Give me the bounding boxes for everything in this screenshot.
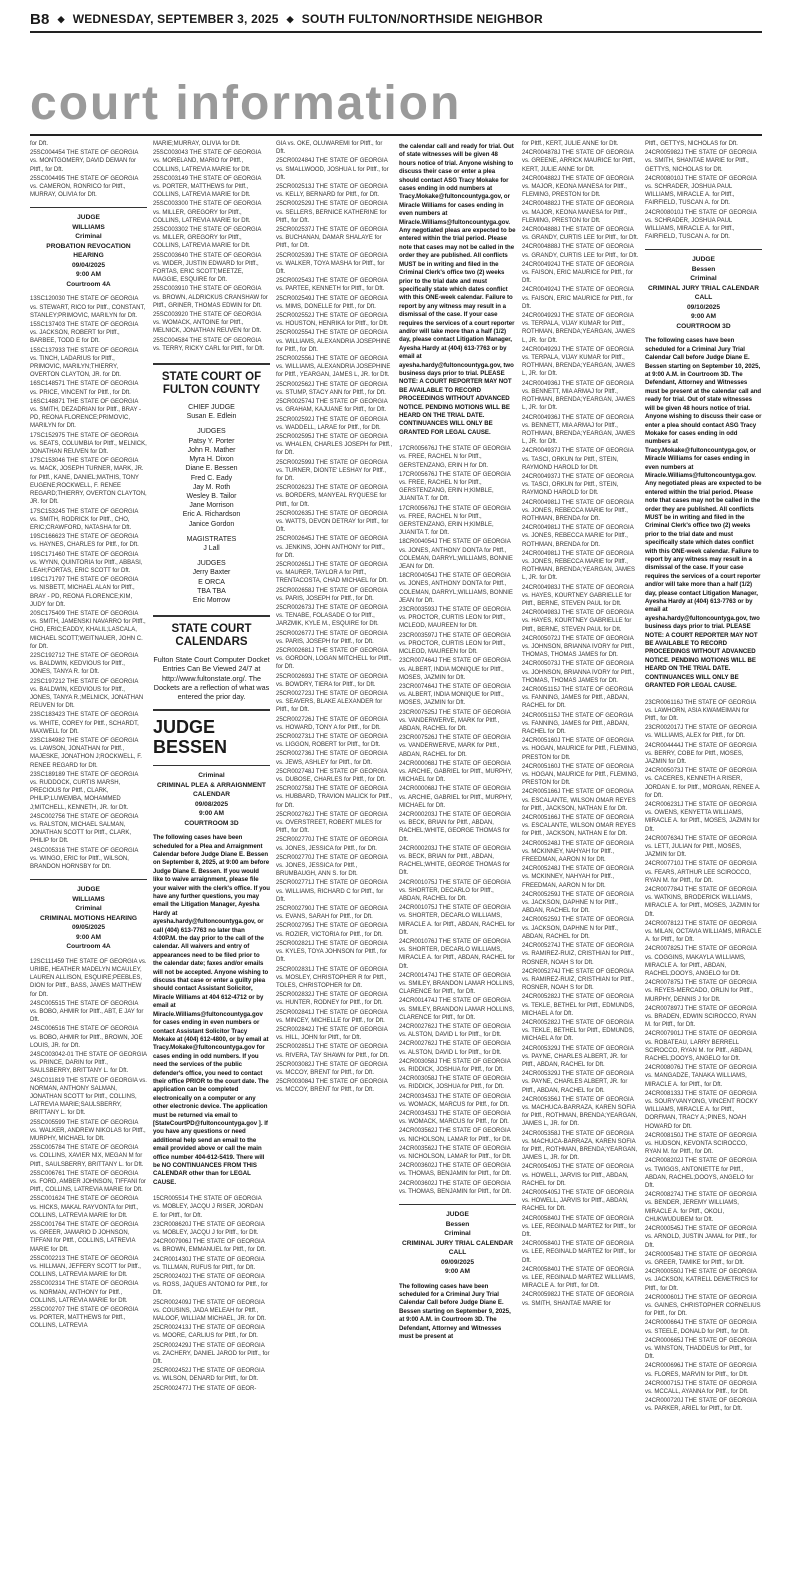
case-entry: 25CR002842J THE STATE OF GEORGIA vs. HILL, JOHN for Pltff., for Dft.	[276, 1026, 388, 1042]
case-entry: 24CR005358J THE STATE OF GEORGIA vs. MACHUCA-BARRAZA, KAREN SOFIA for Pltff., ROTHMAN, BRENDA;YEARGAN, JAMES L, JR. for Dft.	[522, 1130, 638, 1162]
case-entry: 24CR004936J THE STATE OF GEORGIA vs. BENNETT, MIA ARMAJ for Pltff., ROTHMAN, BRENDA;YEARGAN, JAMES L, JR. for Dft.	[522, 414, 636, 446]
case-entry: 25CR003082J THE STATE OF GEORGIA vs. MCCOY, BRENT for Pltff., for Dft.	[276, 1061, 388, 1076]
case-entry: 24CR008076J THE STATE OF GEORGIA vs. MANGADZE, TANAKA WILLIAMS, MIRACLE A. for Pltff., for Dft.	[645, 1065, 757, 1088]
judge-name: Jay M. Roth	[192, 483, 231, 491]
case-entry: 24CR000068J THE STATE OF GEORGIA vs. ARCHIE, GABRIEL for Pltff., MURPHY, MICHAEL for Dft.	[399, 760, 513, 784]
calendar-heading-line: COURTROOM 3D	[676, 322, 731, 330]
case-entry: 24CR003602J THE STATE OF GEORGIA vs. THOMAS, BENJAMIN for Pltff., for Dft.	[399, 1180, 512, 1195]
case-entry: 24CR004981J THE STATE OF GEORGIA vs. JONES, REBECCA MARIE for Pltff., ROTHMAN, BRENDA;YEARGAN, JAMES L, JR. for Dft.	[522, 550, 636, 582]
case-entry: 24CR008202J THE STATE OF GEORGIA vs. TWIGGS, ANTONIETTE for Pltff., ABDAN, RACHEL;DOOYS, ANGELO for Dft.	[645, 1158, 757, 1190]
calendar-heading-line: Criminal	[75, 233, 102, 241]
case-entry: 24CR000550J THE STATE OF GEORGIA vs. JACKSON, KATRELL DEMETRICS for Pltff., for Dft.	[645, 1269, 758, 1292]
calendar-heading-line: HEARING	[73, 252, 104, 260]
calendar-heading-line: Criminal	[198, 772, 225, 780]
case-entry: 25CR002645J THE STATE OF GEORGIA vs. JENKINS, JOHN ANTHONY for Pltff., for Dft.	[276, 536, 388, 559]
calendar-notice: The following cases have been scheduled for a Criminal Jury Trial Calendar Call before Judge Diane E. Bessen starting on September 10, 2025, at 9:00 A.M. in Courtroom 3D. The Defendant, Attorney and Witnesses must be present at the calendar call and ready for trial. Out of state witnesses will be given 48 hours notice of trial. Anyone wishing to discuss their case or enter a plea should contact ASG Tracy Mokake for cases ending in odd numbers at Tracy.Mokake@fultoncountyga.gov, or Miracle Williams for cases ending in even numbers at Miracle.Williams@fultoncountyga.gov. Any negotiated pleas are expected to be entered within the trial period. Please note that cases may not be called in the order they are published. All conflicts MUST be in writing and filed in the Criminal Clerk's office two (2) weeks prior to the trial date and must specifically state which dates conflict with this ONE-week calendar. Failure to report by any witness may result in a dismissal of the case. If your case requires the services of a court reporter and/or will take more than a half (1/2) day, please contact Litigation Manager, Ayesha Hardy at (404) 613-7763 or by email at ayesha.hardy@fultoncountyga.gov, two business days prior to trial. PLEASE NOTE: A COURT REPORTER MAY NOT BE AVAILABLE TO RECORD PROCEEDINGS WITHOUT ADVANCED NOTICE. PENDING MOTIONS WILL BE HEARD ON THE TRIAL DATE. CONTINUANCES WILL ONLY BE GRANTED FOR LEGAL CAUSE.	[645, 337, 762, 690]
calendar-notice: The following cases have been scheduled for a Plea and Arraignment Calendar before Judge Diane E. Bessen on September 8, 2025, at 9:00 am before Judge Diane E. Bessen. If you would like to waive arraignment, please file your waiver with the clerk's office. If you have any further questions, you may email the Litigation Manager, Ayesha Hardy at ayesha.hardy@fultoncountyga.gov, or call (404) 613-7763 no later than 4:00P.M. the day prior to the call of the calendar. All waivers and entry of appearances need to be filed prior to the calendar date; faxes and/or emails will not be accepted. Anyone wishing to discuss that case or enter a guilty plea should contact Assistant Solicitor, Miracle Williams at 404 612-4712 or by email at Miracle.Williams@fultoncountyga.gov for cases ending in even numbers or contact Assistant Solicitor Tracy Mokake at (404) 612-4800, or by email at Tracy.Mokake@fultoncountyga.gov for cases ending in odd numbers. If you need the services of the public defender's office, you need to contact their office PRIOR to the court date. The application can be completed electronically on a computer or any other electronic device. The application must be returned via email to [StateCourtPD@fultoncountyga.gov ]. If you have any questions or need additional help send an email to the email provided above or call the main office number 404-612-5419. There will be NO CONTINUANCES FROM THIS CALENDAR other than for LEGAL CAUSE.	[153, 834, 270, 1186]
case-entry: 24CR000601J THE STATE OF GEORGIA vs. GAINES, CHRISTOPHER CORNELIUS for Pltff., for Dft.	[645, 1294, 761, 1318]
case-entry: 22SC197212 THE STATE OF GEORGIA vs. BALDWIN, KEDVIOUS for Pltff., JONES, TANYA R.;MELNICK, JONATHAN REUVEN for Dft.	[30, 678, 144, 710]
case-entry: 24CR007897J THE STATE OF GEORGIA vs. BRADEN, EDWIN SCIROCCO, RYAN M. for Pltff., for Dft.	[645, 1005, 757, 1029]
page-number: B8	[30, 10, 50, 28]
calendar-heading-line: JUDGE	[692, 256, 715, 264]
case-entry: 24CR008010J THE STATE OF GEORGIA vs. SCHRADER, JOSHUA PAUL WILLIAMS, MIRACLE A. for Pltff., FAIRFIELD, TUSCAN A. for Dft.	[645, 209, 757, 241]
case-entry: 25CR002592J THE STATE OF GEORGIA vs. WADDELL, LARAE for Pltff., for Dft.	[276, 416, 388, 431]
case-entry: 24CR000203J THE STATE OF GEORGIA vs. BECK, BRIAN for Pltff., ABDAN, RACHEL;WHITE, GEORGE THOMAS for Dft.	[399, 845, 511, 877]
case-entry: 15SC137403 THE STATE OF GEORGIA vs. JACKSON, ROBERT for Pltff., BARBEE, TODD E for Dft.	[30, 322, 139, 345]
case-entry: 25CR002554J THE STATE OF GEORGIA vs. WILLIAMS, ALEXANDRIA JOSEPHINE for Pltff., for Dft.	[276, 330, 391, 353]
case-entry: 24CR003562J THE STATE OF GEORGIA vs. NICHOLSON, LAMAR for Pltff., for Dft.	[399, 1128, 512, 1143]
case-entry: 25CR002758J THE STATE OF GEORGIA vs. HUBBARD, TRAVION MALICK for Pltff., for Dft.	[276, 786, 393, 809]
case-entry: 24CR005160J THE STATE OF GEORGIA vs. HOGAN, MAURICE for Pltff., FLEMING, PRESTON for Dft.	[522, 763, 639, 787]
case-entry: 25CR002513J THE STATE OF GEORGIA vs. KELLY, BERNARD for Pltff., for Dft.	[276, 184, 388, 199]
judge-name: Jane Morrison	[189, 502, 234, 510]
case-entry: 25CR002549J THE STATE OF GEORGIA vs. MIMS, DONELLE for Pltff., for Dft.	[276, 295, 388, 310]
column-3	[276, 140, 393, 1572]
newspaper-name: SOUTH FULTON/NORTHSIDE NEIGHBOR	[301, 12, 543, 26]
case-entry: 24CR007784J THE STATE OF GEORGIA vs. WATKINS, BRODERICK WILLIAMS, MIRACLE A. for Pltff., MOSES, JAZMIN for Dft.	[645, 886, 760, 918]
calendar-heading-line: CRIMINAL PLEA & ARRAIGNMENT CALENDAR	[157, 781, 266, 799]
case-entry: 24CR005166J THE STATE OF GEORGIA vs. ESCALANTE, WILSON OMAR REYES for Pltff., JACKSON, NATHAN E for Dft.	[522, 789, 636, 812]
case-entry: 17CR005676J THE STATE OF GEORGIA vs. FREE, RACHEL N for Pltff., GERSTENZANG, ERIN H for Dft.	[399, 446, 511, 469]
judge-name: E ORCA	[198, 578, 225, 586]
case-entry: 24CR006231J THE STATE OF GEORGIA vs. OWENS, KENYETTA WILLIAMS, MIRACLE A. for Pltff., MOSES, JAZMIN for Dft.	[645, 801, 760, 833]
case-entry: 25CR002771J THE STATE OF GEORGIA vs. WILLIAMS, RICHARD C for Pltff., for Dft.	[276, 880, 388, 903]
case-entry: 16SC148871 THE STATE OF GEORGIA vs. SMITH, DEZADRIAN for Pltff., BRAY - PD, REONA FLORENCE;PRIMOVIC, MARILYN for Dft.	[30, 398, 142, 430]
calendar-heading-line: 9:00 AM	[444, 1268, 471, 1276]
case-entry: 23CR007526J THE STATE OF GEORGIA vs. VANDERWERVE, MARK for Pltff., ABDAN, RACHEL for Dft.	[399, 735, 511, 758]
case-entry: 24CR004981J THE STATE OF GEORGIA vs. JONES, REBECCA MARIE for Pltff., ROTHMAN, BRENDA for Dft.	[522, 525, 634, 548]
case-entry: 24CR005282J THE STATE OF GEORGIA vs. TEKLE, BETHEL for Pltff., EDMUNDS, MICHAEL A for Dft.	[522, 994, 635, 1017]
case-entry: 25SC003302 THE STATE OF GEORGIA vs. MILLER, GREGORY for Pltff., COLLINS, LATREVIA MARIE for Dft.	[153, 227, 262, 250]
calendar-heading-line: JUDGE	[77, 886, 100, 894]
case-entry: 24CR003453J THE STATE OF GEORGIA vs. WOMACK, MARCUS for Pltff., for Dft.	[399, 1093, 511, 1108]
calendar-heading-line: 9:00 AM	[198, 810, 225, 818]
case-entry: 25CR003084J THE STATE OF GEORGIA vs. MCCOY, BRENT for Pltff., for Dft.	[276, 1079, 388, 1094]
magistrates-label: MAGISTRATES	[186, 535, 237, 543]
case-entry: 25SC005599 THE STATE OF GEORGIA vs. WALKER, ANDREW NIKOLAS for Pltff., MURPHY, MICHAEL for Dft.	[30, 1119, 146, 1142]
diamond-icon: ◆	[286, 13, 294, 24]
column-4	[399, 140, 516, 1572]
calendar-heading-line: Courtroom 4A	[66, 280, 111, 288]
case-entry: 24CR005405J THE STATE OF GEORGIA vs. HOWELL, JARVIS for Pltff., ABDAN, RACHEL for Dft.	[522, 1164, 634, 1187]
case-entry: 24CR001430J THE STATE OF GEORGIA vs. TILLMAN, RUFUS for Pltff., for Dft.	[153, 1256, 265, 1271]
case-entry: 24CR005259J THE STATE OF GEORGIA vs. JACKSON, DAPHNE N for Pltff., ABDAN, RACHEL for Dft.	[522, 891, 634, 915]
case-entry: 23SC183423 THE STATE OF GEORGIA vs. WHITE, COREY for Pltff., SCHARDT, MAXWELL for Dft.	[30, 712, 139, 735]
case-entry: 24CR003562J THE STATE OF GEORGIA vs. NICHOLSON, LAMAR for Pltff., for Dft.	[399, 1145, 512, 1161]
judge-name: Wesley B. Tailor	[186, 492, 237, 500]
case-entry: 25CR002841J THE STATE OF GEORGIA vs. MINCEY, MICHELLE for Pltff., for Dft.	[276, 1009, 388, 1024]
case-entry: 19SC166623 THE STATE OF GEORGIA vs. HAYNES, CHARLES for Pltff., for Dft.	[30, 534, 139, 549]
case-entry: 23CR002017J THE STATE OF GEORGIA vs. WILLIAMS, ALEX for Pltff., for Dft.	[645, 725, 757, 740]
case-entry: 24CR008150J THE STATE OF GEORGIA vs. HUDSON, KEVONTA SCIROCCO, RYAN M. for Pltff., for Dft.	[645, 1132, 757, 1156]
case-entry: 24CR000665J THE STATE OF GEORGIA vs. WINSTON, THADDEUS for Pltff., for Dft.	[645, 1337, 757, 1361]
case-entry: 24CR004929J THE STATE OF GEORGIA vs. TERPALA, VIJAY KUMAR for Pltff., ROTHMAN, BRENDA;YEARGAN, JAMES L, JR. for Dft.	[522, 313, 636, 344]
calendar-heading	[30, 207, 147, 289]
case-entry: 24CR004981J THE STATE OF GEORGIA vs. JONES, REBECCA MARIE for Pltff., ROTHMAN, BRENDA for Dft.	[522, 499, 634, 522]
case-entry: 18CR004054J THE STATE OF GEORGIA vs. JONES, ANTHONY DONTA for Pltff., COLEMAN, DARRYL;WILLIAMS, BONNIE JEAN for Dft.	[399, 573, 513, 604]
case-entry: 24CR000203J THE STATE OF GEORGIA vs. BECK, BRIAN for Pltff., ABDAN, RACHEL;WHITE, GEORGE THOMAS for Dft.	[399, 811, 511, 843]
case-entry: 25CR002409J THE STATE OF GEORGIA vs. COUSINS, JADA MELEAH for Pltff., MALOOF, WILLIAM MICHAEL, JR. for Dft.	[153, 1299, 267, 1323]
case-entry: MARIE;MURRAY, OLIVIA for Dft.	[153, 141, 241, 147]
case-entry: 25SC003640 THE STATE OF GEORGIA vs. WIDER, JUSTIN EDWARD for Pltff., FORTAS, ERIC SCOTT;MEETZE, MAGGIE, ESQUIRE for Dft.	[153, 252, 262, 284]
case-entry: 25CR002537J THE STATE OF GEORGIA vs. BUCHANAN, DAMAR SHALAYE for Pltff., for Dft.	[276, 227, 388, 250]
case-entry: 24CR004936J THE STATE OF GEORGIA vs. BENNETT, MIA ARMAJ for Pltff., ROTHMAN, BRENDA;YEARGAN, JAMES L, JR. for Dft.	[522, 380, 636, 412]
calendar-heading-line: 9:00 AM	[690, 313, 717, 321]
case-entry: 17SC153046 THE STATE OF GEORGIA vs. MACK, JOSEPH TURNER, MARK, JR. for Pltff., KANE, DANIEL;MATHIS, TONY EUGENE;ROCKWELL, F. RENEE REGARD;THIERRY, OVERTON CLAYTON, JR. for Dft.	[30, 458, 147, 506]
calendar-heading-line: 9:00 AM	[75, 271, 102, 279]
case-entry: 25CR002790J THE STATE OF GEORGIA vs. EVANS, SARAH for Pltff., for Dft.	[276, 906, 388, 921]
case-entry: 25CR002658J THE STATE OF GEORGIA vs. PARIS, JOSEPH for Pltff., for Dft.	[276, 587, 388, 602]
court-directory	[153, 363, 270, 605]
case-entry: 25CR002484J THE STATE OF GEORGIA vs. SMALLWOOD, JOSHUA L for Pltff., for Dft.	[276, 158, 389, 181]
column-2	[153, 140, 270, 1572]
case-entry: 24CR005073J THE STATE OF GEORGIA vs. JOHNSON, BRIANNA IVORY for Pltff., THOMAS, THOMAS JAMES for Dft.	[522, 661, 635, 684]
case-entry: 24CR003602J THE STATE OF GEORGIA vs. THOMAS, BENJAMIN for Pltff., for Dft.	[399, 1163, 512, 1178]
case-entry: 24CR005274J THE STATE OF GEORGIA vs. RAMIREZ-RUIZ, CRISTHIAN for Pltff., ROSNER, NOAH S for Dft.	[522, 968, 634, 992]
case-entry: 24CR005405J THE STATE OF GEORGIA vs. HOWELL, JARVIS for Pltff., ABDAN, RACHEL for Dft.	[522, 1189, 634, 1213]
section-title: court information	[30, 77, 462, 130]
case-entry: 24CR005329J THE STATE OF GEORGIA vs. PAYNE, CHARLES ALBERT, JR. for Pltff., ABDAN, RACHEL for Dft.	[522, 1045, 634, 1068]
case-entry: 25CR002851J THE STATE OF GEORGIA vs. RIVERA, TAY SHAWN for Pltff., for Dft.	[276, 1044, 389, 1059]
case-entry: 25CR002693J THE STATE OF GEORGIA vs. BOWDRY, TIERA for Pltff., for Dft.	[276, 673, 388, 688]
calendar-heading-line: PROBATION REVOCATION	[46, 242, 131, 250]
case-entry: 25SC003149 THE STATE OF GEORGIA vs. PORTER, MATTHEWS for Pltff., COLLINS, LATREVIA MARIE for Dft.	[153, 175, 262, 199]
case-entry: 23CR007464J THE STATE OF GEORGIA vs. ALBERT, INDIA MONIQUE for Pltff., MOSES, JAZMIN for Dft.	[399, 658, 511, 681]
calendar-heading-line: Bessen	[691, 265, 716, 273]
case-entry: 24CR008010J THE STATE OF GEORGIA vs. SCHRADER, JOSHUA PAUL WILLIAMS, MIRACLE A. for Pltff., FAIRFIELD, TUSCAN A. for Dft.	[645, 175, 757, 207]
case-entry: 24CR007812J THE STATE OF GEORGIA vs. MILAN, OCTAVIA WILLIAMS, MIRACLE A. for Pltff., for Dft.	[645, 920, 762, 944]
case-entry: 17SC153245 THE STATE OF GEORGIA vs. SMITH, RODRICK for Pltff., CHO, ERIC;CRAWFORD, NATASHA for Dft.	[30, 508, 139, 531]
case-entry: 24CR005274J THE STATE OF GEORGIA vs. RAMIREZ-RUIZ, CRISTHIAN for Pltff., ROSNER, NOAH S for Dft.	[522, 943, 634, 966]
case-entry: 15SC137933 THE STATE OF GEORGIA vs. TINCH, LADARIUS for Pltff., PRIMOVIC, MARILYN;THIERRY, OVERTON CLAYTON, JR. for Dft.	[30, 347, 139, 379]
case-entry: 24CR008133J THE STATE OF GEORGIA vs. SOURYVANYONG, VINCENT ROCKY WILLIAMS, MIRACLE A. for Pltff., DORFMAN, TRACY A.;PINES, NOAH HOWARD for Dft.	[645, 1090, 758, 1130]
case-entry: 24SC002756 THE STATE OF GEORGIA vs. RALSTON, MICHAEL SALMAN, JONATHAN SCOTT for Pltff., CLARK, PHILIP for Dft.	[30, 813, 139, 845]
case-entry: 25SC003920 THE STATE OF GEORGIA vs. WOMACK, ANTOINE for Pltff., MELNICK, JONATHAN REUVEN for Dft.	[153, 312, 262, 335]
judge-name: Eric Morrow	[192, 596, 231, 604]
case-entry: 24CR002762J THE STATE OF GEORGIA vs. ALSTON, DAVID L for Pltff., for Dft.	[399, 1024, 511, 1039]
column-1	[30, 140, 147, 1572]
case-entry: 25SC006761 THE STATE OF GEORGIA vs. FORD, AMBER JOHNSON, TIFFANI for Pltff., COLLINS, LATREVIA MARIE for Dft.	[30, 1170, 146, 1194]
case-entry: 17CR005676J THE STATE OF GEORGIA vs. FREE, RACHEL N for Pltff., GERSTENZANG, ERIN H;KIMBLE, JUANITA T. for Dft.	[399, 505, 511, 537]
calendars-body: Fulton State Court Computer Docket Entries Can Be Viewed 24/7 at http://www.fultonstate.org/. The Dockets are a reflection of what was entered the prior day.	[153, 655, 270, 701]
case-entry: 24CR007901J THE STATE OF GEORGIA vs. ROBATEAU, LARRY BERRELL SCIROCCO, RYAN M. for Pltff., ABDAN, RACHEL;DOOYS, ANGELO for Dft.	[645, 1031, 757, 1063]
calendar-heading-line: 09/05/2025	[71, 924, 105, 932]
calendar-heading-line: JUDGE	[77, 214, 100, 222]
judges-label: JUDGES	[197, 428, 226, 436]
case-entry: 25CR002477J THE STATE OF GEOR-	[153, 1385, 257, 1392]
calendar-heading-line: Bessen	[445, 1220, 470, 1228]
page-header	[30, 8, 762, 30]
case-entry: 24SC006516 THE STATE OF GEORGIA vs. BOBO, AHMIR for Pltff., BROWN, JOE LOUIS, JR. for Dft.	[30, 1026, 143, 1049]
case-entry: 25CR002543J THE STATE OF GEORGIA vs. PARTEE, KENNETH for Pltff., for Dft.	[276, 278, 388, 293]
column-6	[645, 140, 762, 1572]
case-entry: 24CR000664J THE STATE OF GEORGIA vs. STEELE, DONALD for Pltff., for Dft.	[645, 1320, 757, 1335]
case-entry: 24CR007875J THE STATE OF GEORGIA vs. REYES-MERCADO, ORLIN for Pltff., MURPHY, DENNIS J for Dft.	[645, 980, 757, 1003]
case-entry: 19SC171460 THE STATE OF GEORGIA vs. WYNN, QUINTORIA for Pltff., ABBASI, LEAH;FORTAS, ERIC SCOTT for Dft.	[30, 551, 143, 574]
case-entry: 25CR002599J THE STATE OF GEORGIA vs. TURNER, DIONTE' LESHAY for Pltff., for Dft.	[276, 459, 388, 482]
case-entry: 24CR003058J THE STATE OF GEORGIA vs. RIDDICK, JOSHUA for Pltff., for Dft.	[399, 1058, 511, 1074]
case-entry: 25CR002539J THE STATE OF GEORGIA vs. WALKER, TOYA MASHA for Pltff., for Dft.	[276, 252, 388, 276]
case-entry: 24CR001076J THE STATE OF GEORGIA vs. SHORTER, DECARLO WILLIAMS, MIRACLE A. for Pltff., ABDAN, RACHEL for Dft.	[399, 939, 515, 970]
case-entry: for Dft.	[30, 141, 49, 147]
issue-date: WEDNESDAY, SEPTEMBER 3, 2025	[72, 12, 279, 26]
calendar-heading-line: 09/09/2025	[440, 1258, 474, 1266]
calendar-heading	[645, 249, 762, 331]
case-entry: 24CR004924J THE STATE OF GEORGIA vs. FAISON, ERIC MAURICE for Pltff., for Dft.	[522, 261, 634, 285]
calendar-heading-line: 09/10/2025	[686, 303, 720, 311]
case-entry: 24CR005073J THE STATE OF GEORGIA vs. CACERES, KENNETH A RISER, JORDAN E. for Pltff., MORGAN, RENEE A. for Dft.	[645, 768, 761, 799]
case-entry: 24CR005259J THE STATE OF GEORGIA vs. JACKSON, DAPHNE N for Pltff., ABDAN, RACHEL for Dft.	[522, 917, 634, 940]
notice-columns	[30, 140, 762, 1572]
calendar-heading-line: Criminal	[444, 1230, 471, 1238]
case-entry: 23CR007525J THE STATE OF GEORGIA vs. VANDERWERVE, MARK for Pltff., ABDAN, RACHEL for Dft.	[399, 709, 511, 732]
case-entry: 20SC175409 THE STATE OF GEORGIA vs. SMITH, JAMENSKI NAVARRO for Pltff., CHO, ERIC;EADDY, KHALIL;LASCALA, MICHAEL SCOTT;WEITNAUER, JOHN C. for Dft.	[30, 610, 146, 650]
judge-name: John R. Mather	[187, 446, 236, 454]
calendar-heading-line: Criminal	[690, 275, 717, 283]
case-entry: 25CR002677J THE STATE OF GEORGIA vs. PARIS, JOSEPH for Pltff., for Dft.	[276, 630, 388, 645]
calendar-heading-line: WILLIAMS	[72, 223, 105, 231]
case-entry: 24CR005982J THE STATE OF GEORGIA vs. SMITH, SHANTAE MARIE for	[522, 1292, 634, 1307]
case-entry: 25CR002681J THE STATE OF GEORGIA vs. GORDON, LOGAN MITCHELL for Pltff., for Dft.	[276, 647, 392, 671]
case-entry: 25SC002707 THE STATE OF GEORGIA vs. PORTER, MATTHEWS for Pltff., COLLINS, LATREVIA	[30, 1307, 139, 1330]
case-entry: 25CR002770J THE STATE OF GEORGIA vs. JONES, JESSICA for Pltff., for Dft.	[276, 837, 388, 852]
case-entry: 24CR001474J THE STATE OF GEORGIA vs. SMILEY, BRANDON LAMAR HOLLINS, CLARENCE for Pltff., for Dft.	[399, 972, 515, 996]
case-entry: 17CR005676J THE STATE OF GEORGIA vs. FREE, RACHEL N for Pltff., GERSTENZANG, ERIN H;KIMBLE, JUANITA T. for Dft.	[399, 471, 511, 503]
case-entry: 25CR002413J THE STATE OF GEORGIA vs. MOORE, CARLIUS for Pltff., for Dft.	[153, 1325, 265, 1340]
case-entry: 24CR001075J THE STATE OF GEORGIA vs. SHORTER, DECARLO WILLIAMS, MIRACLE A. for Pltff., ABDAN, RACHEL for Dft.	[399, 905, 515, 936]
title-rule	[30, 134, 762, 136]
case-entry: 12SC111459 THE STATE OF GEORGIA vs. URIBE, HEATHER MADELYN MCAULEY, LAUREN ALLISON, ESQUIRE;PEEBLES, DION for Pltff., BASS, JAMES MATTHEW for Dft.	[30, 958, 147, 998]
case-entry: 25SC003300 THE STATE OF GEORGIA vs. MILLER, GREGORY for Pltff., COLLINS, LATREVIA MARIE for Dft.	[153, 201, 262, 224]
case-entry: 24CR002762J THE STATE OF GEORGIA vs. ALSTON, DAVID L for Pltff., for Dft.	[399, 1041, 511, 1056]
case-entry: 25CR002562J THE STATE OF GEORGIA vs. STUMP, STACY ANN for Pltff., for Dft.	[276, 381, 388, 396]
case-entry: 25CR002556J THE STATE OF GEORGIA vs. WILLIAMS, ALEXANDRIA JOSEPHINE for Pltff., YEARGAN, JAMES L, JR. for Dft.	[276, 356, 391, 379]
judge-name: TBA TBA	[197, 587, 226, 595]
judge-name: Myra H. Dixon	[189, 456, 234, 464]
case-entry: 24CR003058J THE STATE OF GEORGIA vs. RIDDICK, JOSHUA for Pltff., for Dft.	[399, 1076, 511, 1091]
case-entry: 24CR005840J THE STATE OF GEORGIA vs. LEE, REGINALD MARTEZ for Pltff., for Dft.	[522, 1241, 636, 1264]
chief-judge-label: CHIEF JUDGE	[188, 404, 235, 412]
case-entry: 24CR004444J THE STATE OF GEORGIA vs. BERRY, COBE for Pltff., MOSES, JAZMIN for Dft.	[645, 742, 757, 765]
case-entry: 25CR002552J THE STATE OF GEORGIA vs. HOUSTON, HENRIKA for Pltff., for Dft.	[276, 313, 389, 328]
case-entry: 25SC003043 THE STATE OF GEORGIA vs. MORELAND, MARIO for Pltff., COLLINS, LATREVIA MARIE for Dft.	[153, 150, 262, 173]
case-entry: 24CR007825J THE STATE OF GEORGIA vs. COGGINS, MAKAYLA WILLIAMS, MIRACLE A. for Pltff., ABDAN, RACHEL;DOOYS, ANGELO for Dft.	[645, 946, 757, 977]
case-entry: 24CR008274J THE STATE OF GEORGIA vs. BENDER, JEREMY WILLIAMS, MIRACLE A. for Pltff., OKOLI, CHUKWUDUBEM for Dft.	[645, 1192, 757, 1223]
case-entry: 25SC004454 THE STATE OF GEORGIA vs. MONTGOMERY, DAVID DEMAN for Pltff., for Dft.	[30, 150, 139, 173]
case-entry: 25SC001764 THE STATE OF GEORGIA vs. GREER, JAMARIO D JOHNSON, TIFFANI for Pltff., COLLINS, LATREVIA MARIE for Dft.	[30, 1222, 139, 1253]
calendar-notice: The following cases have been scheduled for a Criminal Jury Trial Calendar Call before Judge Diane E. Bessen starting on September 9, 2025, at 9:00 A.M. in Courtroom 3D. The Defendant, Attorney and Witnesses must be present at	[399, 1282, 511, 1341]
case-entry: 22SC192712 THE STATE OF GEORGIA vs. BALDWIN, KEDVIOUS for Pltff., JONES, TANYA R. for Dft.	[30, 652, 139, 676]
column-5	[522, 140, 639, 1572]
case-entry: 13SC120030 THE STATE OF GEORGIA vs. STEWART, RICO for Pltff., CONSTANT, STANLEY;PRIMOVIC, MARILYN for Dft.	[30, 296, 146, 319]
case-entry: 25CR002429J THE STATE OF GEORGIA vs. ZACHERY, DANIEL JAROD for Pltff., for Dft.	[153, 1342, 270, 1366]
case-entry: 24CR005840J THE STATE OF GEORGIA vs. LEE, REGINALD MARTEZ for Pltff., for Dft.	[522, 1215, 636, 1238]
case-entry: 24CR001474J THE STATE OF GEORGIA vs. SMILEY, BRANDON LAMAR HOLLINS, CLARENCE for Pltff., for Dft.	[399, 998, 515, 1021]
judge-name: Jerry Baxter	[192, 569, 231, 577]
case-entry: 24CR005160J THE STATE OF GEORGIA vs. HOGAN, MAURICE for Pltff., FLEMING, PRESTON for Dft.	[522, 738, 639, 761]
case-entry: 24CR004888J THE STATE OF GEORGIA vs. GRANDY, CURTIS LEE for Pltff., for Dft.	[522, 227, 639, 242]
case-entry: 25SC001624 THE STATE OF GEORGIA vs. HICKS, MAKAL RAYVONTA for Pltff., COLLINS, LATREVIA MARIE for Dft.	[30, 1196, 139, 1219]
case-entry: 24CR005166J THE STATE OF GEORGIA vs. ESCALANTE, WILSON OMAR REYES for Pltff., JACKSON, NATHAN E for Dft.	[522, 815, 636, 838]
case-entry: 24CR004924J THE STATE OF GEORGIA vs. FAISON, ERIC MAURICE for Pltff., for Dft.	[522, 287, 634, 310]
case-entry: 25CR002731J THE STATE OF GEORGIA vs. LIGGON, ROBERT for Pltff., for Dft.	[276, 734, 388, 749]
case-entry: 23CR003597J THE STATE OF GEORGIA vs. PROCTOR, CURTIS LEON for Pltff., MCLEOD, MAUREEN for Dft.	[399, 632, 511, 656]
case-entry: 25CR002831J THE STATE OF GEORGIA vs. MOSLEY, CHRISTOPHER R for Pltff., TOLES, CHRISTOPHER for Dft.	[276, 966, 388, 989]
case-entry: 25CR002529J THE STATE OF GEORGIA vs. SELLERS, BERNICE KATHERINE for Pltff., for Dft.	[276, 201, 388, 224]
case-entry: 23SC184982 THE STATE OF GEORGIA vs. LAWSON, JONATHAN for Pltff., MAJESKE, JONATHON J;ROCKWELL, F. RENEE REGARD for Dft.	[30, 737, 142, 769]
chief-judge-name: Susan E. Edlein	[186, 413, 237, 421]
case-entry: 25CR002723J THE STATE OF GEORGIA vs. SEAVERS, BLAKE ALEXANDER for Pltff., for Dft.	[276, 691, 388, 714]
case-entry: 25SC002314 THE STATE OF GEORGIA vs. NORMAN, ANTHONY for Pltff., COLLINS, LATREVIA MARIE for Dft.	[30, 1281, 139, 1304]
case-entry: 25SC002213 THE STATE OF GEORGIA vs. HILLMAN, JEFFERY SCOTT for Pltff., COLLINS, LATREVIA MARIE for Dft.	[30, 1255, 141, 1279]
calendar-heading-line: Criminal	[75, 905, 102, 913]
calendar-heading	[30, 879, 147, 952]
case-entry: 24SC005316 THE STATE OF GEORGIA vs. WINGO, ERIC for Pltff., WILSON, BRANDON HORNSBY for Dft.	[30, 847, 139, 871]
case-entry: 24CR004937J THE STATE OF GEORGIA vs. TASCI, ORKUN for Pltff., STEIN, RAYMOND HAROLD for Dft.	[522, 473, 634, 497]
case-entry: 24CR005248J THE STATE OF GEORGIA vs. MCKINNEY, NAHYAH for Pltff., FREEDMAN, AARON N for Dft.	[522, 866, 634, 889]
calendar-notice: the calendar call and ready for trial. Out of state witnesses will be given 48 hours notice of trial. Anyone wishing to discuss their case or enter a plea should contact ASG Tracy Mokake for cases ending in odd numbers at Tracy.Mokake@fultoncountyga.gov, or Miracle Williams for cases ending in even numbers at Miracle.Williams@fultoncountyga.gov. Any negotiated pleas are expected to be entered within the trial period. Please note that cases may not be called in the order they are published. All conflicts MUST be in writing and filed in the Criminal Clerk's office two (2) weeks prior to the trial date and must specifically state which dates conflict with this ONE-week calendar. Failure to report by any witness may result in a dismissal of the case. If your case requires the services of a court reporter and/or will take more than a half (1/2) day, please contact Litigation Manager, Ayesha Hardy at (404) 613-7763 or by email at ayesha.hardy@fultoncountyga.gov, two business days prior to trial. PLEASE NOTE: A COURT REPORTER MAY NOT BE AVAILABLE TO RECORD PROCEEDINGS WITHOUT ADVANCED NOTICE. PENDING MOTIONS WILL BE HEARD ON THE TRIAL DATE. CONTINUANCES WILL ONLY BE GRANTED FOR LEGAL CAUSE.	[399, 143, 516, 436]
calendar-heading	[153, 765, 270, 828]
calendar-heading-line: CRIMINAL JURY TRIAL CALENDAR CALL	[401, 1239, 514, 1257]
case-entry: 24CR000696J THE STATE OF GEORGIA vs. FLORES, MARVIN for Pltff., for Dft.	[645, 1363, 757, 1378]
judge-name: Patsy Y. Porter	[188, 437, 235, 445]
judge-name: Diane E. Bessen	[185, 465, 238, 473]
case-entry: 25CR002673J THE STATE OF GEORGIA vs. TENABE, FOLASADE O for Pltff., JARZMIK, KYLE M., ESQUIRE for Dft.	[276, 604, 388, 628]
case-entry: 25CR002762J THE STATE OF GEORGIA vs. OVERSTREET, ROBERT MILES for Pltff., for Dft.	[276, 811, 388, 835]
case-entry: 24CR004983J THE STATE OF GEORGIA vs. HAYES, KOURTNEY GABRIELLE for Pltff., BERNE, STEVEN PAUL for Dft.	[522, 610, 634, 633]
calendars-title: STATE COURT CALENDARS	[153, 615, 270, 649]
case-entry: 24CR001075J THE STATE OF GEORGIA vs. SHORTER, DECARLO for Pltff., ABDAN, RACHEL for Dft.	[399, 879, 511, 902]
judge-name: Fred C. Eady	[190, 474, 233, 482]
case-entry: 24SC011819 THE STATE OF GEORGIA vs. NORMAN, ANTHONY SALMAN, JONATHAN SCOTT for Pltff., COLLINS, LATREVIA MARIE;SAULSBERRY, BRITTANY L. for Dft.	[30, 1077, 147, 1117]
case-entry: 23SC189189 THE STATE OF GEORGIA vs. RUDDOCK, CURTIS MARSH, PRECIOUS for Pltff., CLARK, PHILIP;LUWEMBA, MOHAMMED J;MITCHELL, KENNETH, JR. for Dft.	[30, 771, 139, 811]
case-entry: 24CR004888J THE STATE OF GEORGIA vs. GRANDY, CURTIS LEE for Pltff., for Dft.	[522, 244, 639, 259]
calendar-heading-line: JUDGE	[446, 1211, 469, 1219]
case-entry: 24CR004882J THE STATE OF GEORGIA vs. MAJOR, KEONA MANESA for Pltff., FLEMING, PRESTON for Dft.	[522, 175, 634, 199]
case-entry: 25CR002795J THE STATE OF GEORGIA vs. ROZIER, VICTORIA for Pltff., for Dft.	[276, 923, 388, 938]
case-entry: 25CR002651J THE STATE OF GEORGIA vs. MAURER, TAYLOR A for Pltff., TRENTACOSTA, CHAD MICHAEL for Dft.	[276, 561, 388, 585]
case-entry: 24CR005329J THE STATE OF GEORGIA vs. PAYNE, CHARLES ALBERT, JR. for Pltff., ABDAN, RACHEL for Dft.	[522, 1071, 634, 1094]
case-entry: 24CR005282J THE STATE OF GEORGIA vs. TEKLE, BETHEL for Pltff., EDMUNDS, MICHAEL A for Dft.	[522, 1019, 635, 1043]
case-entry: 25CR002726J THE STATE OF GEORGIA vs. HOWARD, TONY A for Pltff., for Dft.	[276, 716, 388, 731]
calendar-heading-line: CRIMINAL JURY TRIAL CALENDAR CALL	[647, 284, 760, 302]
diamond-icon: ◆	[57, 13, 65, 24]
case-entry: 24CR007634J THE STATE OF GEORGIA vs. LETT, JULIAN for Pltff., MOSES, JAZMIN for Dft.	[645, 835, 757, 859]
case-entry: 17SC152975 THE STATE OF GEORGIA vs. SEATS, COLUMBIA for Pltff., MELNICK, JONATHAN REUVEN for Dft.	[30, 432, 147, 456]
case-entry: 25SC004495 THE STATE OF GEORGIA vs. CAMERON, RONRICO for Pltff., MURRAY, OLIVIA for Dft.	[30, 175, 139, 199]
case-entry: 24CR003453J THE STATE OF GEORGIA vs. WOMACK, MARCUS for Pltff., for Dft.	[399, 1111, 511, 1126]
case-entry: 24CR007710J THE STATE OF GEORGIA vs. FEARS, ARTHUR LEE SCIROCCO, RYAN M. for Pltff., for Dft.	[645, 861, 757, 884]
case-entry: 15CR005514 THE STATE OF GEORGIA vs. MOBLEY, JACQU J RISER, JORDAN E. for Pltff., for Dft.	[153, 1196, 263, 1219]
case-entry: 24CR005982J THE STATE OF GEORGIA vs. SMITH, SHANTAE MARIE for Pltff., GETTYS, NICHOLAS for Dft.	[645, 150, 757, 173]
case-entry: 24SC003042-01 THE STATE OF GEORGIA vs. PRINCE, DARIN for Pltff., SAULSBERRY, BRITTANY L. for Dft.	[30, 1051, 147, 1075]
case-entry: 24CR005248J THE STATE OF GEORGIA vs. MCKINNEY, NAHYAH for Pltff., FREEDMAN, AARON N for Dft.	[522, 840, 634, 864]
case-entry: 25CR002770J THE STATE OF GEORGIA vs. JONES, JESSICA for Pltff., BRUMBAUGH, ANN S. for Dft.	[276, 854, 388, 878]
case-entry: 24CR007906J THE STATE OF GEORGIA vs. BROWN, EMMANUEL for Pltff., for Dft.	[153, 1239, 267, 1254]
calendar-heading-line: CRIMINAL MOTIONS HEARING	[40, 914, 137, 922]
case-entry: for Pltff., KERT, JULIE ANNE for Dft.	[522, 141, 619, 147]
case-entry: 18CR004054J THE STATE OF GEORGIA vs. JONES, ANTHONY DONTA for Pltff., COLEMAN, DARRYL;WILLIAMS, BONNIE JEAN for Dft.	[399, 539, 513, 571]
case-entry: 24CR000715J THE STATE OF GEORGIA vs. MCCALL, AYANNA for Pltff., for Dft.	[645, 1380, 757, 1395]
case-entry: 24CR005072J THE STATE OF GEORGIA vs. JOHNSON, BRIANNA IVORY for Pltff., THOMAS, THOMAS JAMES for Dft.	[522, 635, 635, 659]
case-entry: 23CR006116J THE STATE OF GEORGIA vs. LAWHORN, ASIA KWAMEIMAN for Pltff., for Dft.	[645, 699, 756, 722]
case-entry: 25CR002623J THE STATE OF GEORGIA vs. BORDERS, MANYEAL RYQUESE for Pltff., for Dft.	[276, 485, 388, 508]
case-entry: 16SC148571 THE STATE OF GEORGIA vs. PRICE, VINCENT for Pltff., for Dft.	[30, 381, 139, 396]
case-entry: 24CR005840J THE STATE OF GEORGIA vs. LEE, REGINALD MARTEZ WILLIAMS, MIRACLE A. for Pltff., for Dft.	[522, 1266, 635, 1290]
magistrate-name: J Lall	[203, 544, 220, 552]
calendar-heading-line: 09/04/2025	[71, 261, 105, 269]
calendar-heading	[399, 1204, 516, 1277]
case-entry: 24CR004882J THE STATE OF GEORGIA vs. MAJOR, KEONA MANESA for Pltff., FLEMING, PRESTON for Dft.	[522, 201, 634, 224]
case-entry: 24CR000548J THE STATE OF GEORGIA vs. GREER, TAMIKE for Pltff., for Dft.	[645, 1251, 757, 1266]
case-entry: 19SC171797 THE STATE OF GEORGIA vs. NISBETT, MICHAEL ALAN for Pltff., BRAY - PD, REONA FLORENCE;KIM, JUDY for Dft.	[30, 577, 139, 608]
calendar-heading-line: Courtroom 4A	[66, 943, 111, 951]
case-entry: 23CR008620J THE STATE OF GEORGIA vs. MOBLEY, JACQU J for Pltff., for Dft.	[153, 1221, 265, 1237]
case-entry: 25CR002736J THE STATE OF GEORGIA vs. JEWS, ASHLEY for Pltff., for Dft.	[276, 751, 388, 766]
case-entry: 25CR002595J THE STATE OF GEORGIA vs. WHALEN, CHARLES JOSEPH for Pltff., for Dft.	[276, 433, 393, 457]
calendar-heading-line: COURTROOM 3D	[184, 819, 239, 827]
case-entry: 23CR007464J THE STATE OF GEORGIA vs. ALBERT, INDIA MONIQUE for Pltff., MOSES, JAZMIN for Dft.	[399, 683, 511, 707]
case-entry: 24CR005115J THE STATE OF GEORGIA vs. FANNING, JAMES for Pltff., ABDAN, RACHEL for Dft.	[522, 712, 633, 736]
judge-name: Janice Gordon	[188, 520, 235, 528]
calendar-heading-line: WILLIAMS	[72, 895, 105, 903]
case-entry: Pltff., GETTYS, NICHOLAS for Dft.	[645, 141, 738, 147]
calendar-heading-line: 9:00 AM	[75, 933, 102, 941]
case-entry: 24CR004929J THE STATE OF GEORGIA vs. TERPALA, VIJAY KUMAR for Pltff., ROTHMAN, BRENDA;YEARGAN, JAMES L, JR. for Dft.	[522, 346, 636, 378]
case-entry: GIA vs. OKE, OLUWAREMI for Pltff., for Dft.	[276, 141, 383, 156]
case-entry: 25CR002832J THE STATE OF GEORGIA vs. HUNTER, RODNEY for Pltff., for Dft.	[276, 992, 388, 1007]
judge-name: Eric A. Richardson	[182, 511, 241, 519]
case-entry: 24CR000545J THE STATE OF GEORGIA vs. ARNOLD, JUSTIN JAMAL for Pltff., for Dft.	[645, 1226, 757, 1249]
case-entry: 25CR002748J THE STATE OF GEORGIA vs. DUBOSE, CHARLES for Pltff., for Dft.	[276, 768, 388, 784]
case-entry: 24CR005115J THE STATE OF GEORGIA vs. FANNING, JAMES for Pltff., ABDAN, RACHEL for Dft.	[522, 687, 633, 710]
judges-label: JUDGES	[197, 560, 226, 568]
court-title: STATE COURT OF FULTON COUNTY	[161, 371, 262, 397]
case-entry: 24CR004937J THE STATE OF GEORGIA vs. TASCI, ORKUN for Pltff., STEIN, RAYMOND HAROLD for Dft.	[522, 448, 634, 471]
case-entry: 24SC005515 THE STATE OF GEORGIA vs. BOBO, AHMIR for Pltff., ABT, E JAY for Dft.	[30, 1000, 144, 1024]
case-entry: 24CR004983J THE STATE OF GEORGIA vs. HAYES, KOURTNEY GABRIELLE for Pltff., BERNE, STEVEN PAUL for Dft.	[522, 584, 634, 607]
case-entry: 25SC003910 THE STATE OF GEORGIA vs. BROWN, ALDRICKUS CRANSHAW for Pltff., GRINER, THOMAS EDWIN for Dft.	[153, 286, 268, 309]
calendar-heading-line: 09/08/2025	[194, 800, 228, 808]
case-entry: 25CR002821J THE STATE OF GEORGIA vs. KYLES, TOYA JOHNSON for Pltff., for Dft.	[276, 940, 388, 964]
case-entry: 24CR005356J THE STATE OF GEORGIA vs. MACHUCA-BARRAZA, KAREN SOFIA for Pltff., ROTHMAN, BRENDA;YEARGAN, JAMES L, JR. for Dft.	[522, 1096, 638, 1128]
case-entry: 24CR000068J THE STATE OF GEORGIA vs. ARCHIE, GABRIEL for Pltff., MURPHY, MICHAEL for Dft.	[399, 786, 513, 809]
case-entry: 25CR002452J THE STATE OF GEORGIA vs. WILSON, DENARD for Pltff., for Dft.	[153, 1368, 265, 1383]
header-rule	[30, 31, 762, 33]
judge-banner: JUDGE BESSEN	[153, 709, 270, 757]
case-entry: 24CR004878J THE STATE OF GEORGIA vs. GREENE, ARRICK MAURICE for Pltff., KERT, JULIE ANNE for Dft.	[522, 150, 636, 173]
case-entry: 24CR000720J THE STATE OF GEORGIA vs. PARKER, ARIEL for Pltff., for Dft.	[645, 1398, 757, 1413]
case-entry: 25CR002402J THE STATE OF GEORGIA vs. ROSS, JAQUES ANTONIO for Pltff., for Dft.	[153, 1274, 268, 1297]
case-entry: 25SC005784 THE STATE OF GEORGIA vs. COLLINS, XAVIER NIX, MEGAN M for Pltff., SAULSBERRY, BRITTANY L. for Dft.	[30, 1145, 144, 1168]
case-entry: 23CR003593J THE STATE OF GEORGIA vs. PROCTOR, CURTIS LEON for Pltff., MCLEOD, MAUREEN for Dft.	[399, 607, 511, 630]
case-entry: 25CR002574J THE STATE OF GEORGIA vs. GRAHAM, KAJUANE for Pltff., for Dft.	[276, 399, 388, 414]
case-entry: 25CR002635J THE STATE OF GEORGIA vs. WATTS, DEVON DETRAY for Pltff., for Dft.	[276, 510, 389, 534]
case-entry: 25SC004584 THE STATE OF GEORGIA vs. TERRY, RICKY CARL for Pltff., for Dft.	[153, 337, 265, 352]
